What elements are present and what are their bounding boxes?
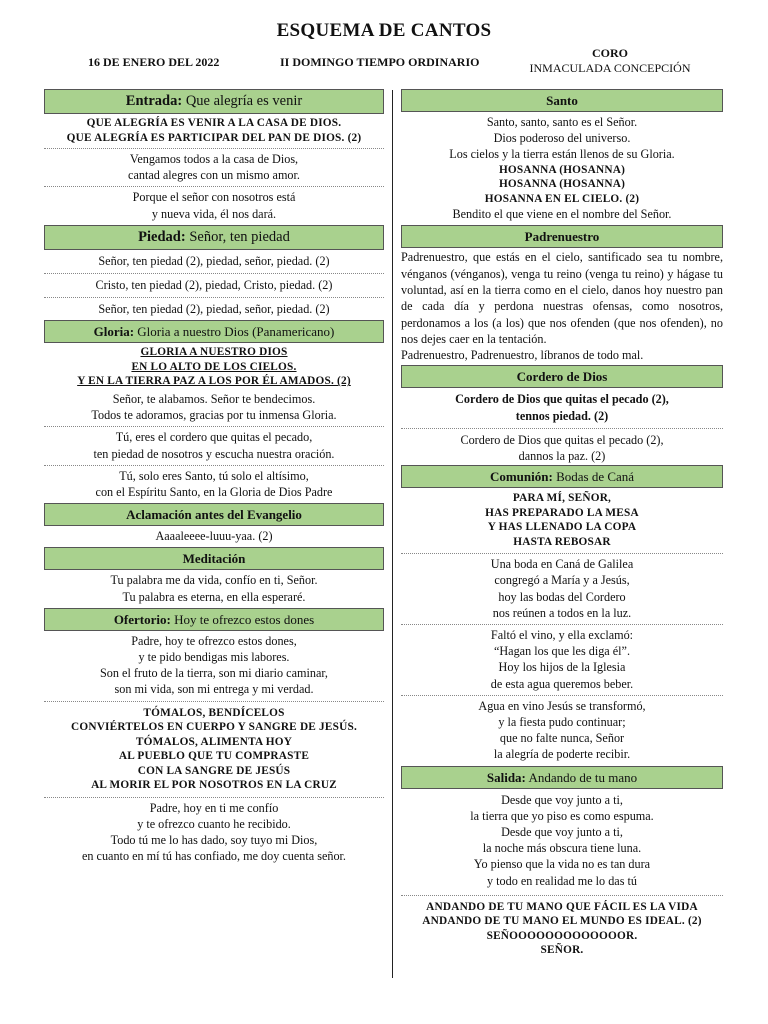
section-header-gloria: Gloria: Gloria a nuestro Dios (Panamericano)	[44, 320, 384, 343]
column-divider	[392, 90, 393, 978]
gloria-chorus: GLORIA A NUESTRO DIOS EN LO ALTO DE LOS CIELOS. Y EN LA TIERRA PAZ A LOS POR ÉL AMADOS. (2)	[77, 346, 351, 388]
section-header-ofertorio: Ofertorio: Hoy te ofrezco estos dones	[44, 608, 384, 631]
section-header-aclamacion: Aclamación antes del Evangelio	[44, 503, 384, 526]
gloria-verse-1: Señor, te alabamos. Señor te bendecimos. Todos te adoramos, gracias por tu inmensa Gloria.	[44, 389, 384, 427]
section-header-santo: Santo	[401, 89, 723, 112]
section-header-meditacion: Meditación	[44, 547, 384, 570]
choir-info	[500, 46, 720, 76]
comunion-chorus: PARA MÍ, SEÑOR, HAS PREPARADO LA MESA Y HAS LLENADO LA COPA HASTA REBOSAR	[401, 488, 723, 554]
ofertorio-verse-2: Padre, hoy en ti me confío y te ofrezco cuanto he recibido. Todo tú me lo has dado, soy tuyo mi Dios, en cuanto en mí tú has confiado, me doy cuenta señor.	[82, 800, 346, 864]
celebration-date: 16 DE ENERO DEL 2022	[88, 55, 220, 69]
meditacion-text: Tu palabra me da vida, confío en ti, Señor. Tu palabra es eterna, en ella esperaré.	[110, 573, 318, 604]
choir-label: CORO	[592, 46, 628, 60]
section-header-padrenuestro: Padrenuestro	[401, 225, 723, 248]
salida-chorus: ANDANDO DE TU MANO QUE FÁCIL ES LA VIDA ANDANDO DE TU MANO EL MUNDO ES IDEAL. (2) SEÑOOOOOOOOOOOOOR. SEÑOR.	[422, 900, 702, 957]
liturgical-sunday: II DOMINGO TIEMPO ORDINARIO	[280, 55, 480, 69]
gloria-verse-3: Tú, solo eres Santo, tú solo el altísimo, con el Espíritu Santo, en la Gloria de Dios Padre	[95, 468, 333, 499]
santo-text: Santo, santo, santo es el Señor. Dios poderoso del universo. Los cielos y la tierra están llenos de su Gloria. HOSANNA (HOSANNA) HOSANNA (HOSANNA) HOSANNA EN EL CIELO. (2) Bendito el que viene en el nombre del Señor.	[449, 115, 675, 222]
comunion-verse-1: Una boda en Caná de Galilea congregó a María y a Jesús, hoy las bodas del Cordero nos reúnen a todos en la luz.	[401, 554, 723, 625]
cordero-verse: Cordero de Dios que quitas el pecado (2), dannos la paz. (2)	[460, 432, 664, 463]
left-column	[44, 89, 384, 867]
entrada-verse-2: Porque el señor con nosotros está y nueva vida, él nos dará.	[132, 190, 296, 221]
section-header-salida: Salida: Andando de tu mano	[401, 766, 723, 789]
piedad-line-2: Cristo, ten piedad (2), piedad, Cristo, piedad. (2)	[44, 274, 384, 298]
ofertorio-verse-1: Padre, hoy te ofrezco estos dones, y te pido bendigas mis labores. Son el fruto de la tierra, son mi diario caminar, son mi vida, son mi entrega y mi verdad.	[44, 631, 384, 702]
entrada-chorus: QUE ALEGRÍA ES VENIR A LA CASA DE DIOS. QUE ALEGRÍA ES PARTICIPAR DEL PAN DE DIOS. (2)	[44, 114, 384, 149]
section-header-entrada: Entrada: Que alegría es venir	[44, 89, 384, 114]
aclamacion-text: Aaaaleeee-luuu-yaa. (2)	[155, 529, 273, 544]
cordero-bold-verse: Cordero de Dios que quitas el pecado (2), tennos piedad. (2)	[401, 388, 723, 428]
ofertorio-chorus: TÓMALOS, BENDÍCELOS CONVIÉRTELOS EN CUERPO Y SANGRE DE JESÚS. TÓMALOS, ALIMENTA HOY AL PUEBLO QUE TU COMPRASTE CON LA SANGRE DE JESÚS AL MORIR EL POR NOSOTROS EN LA CRUZ	[44, 702, 384, 798]
entrada-verse-1: Vengamos todos a la casa de Dios, cantad alegres con un mismo amor.	[44, 149, 384, 187]
choir-name: INMACULADA CONCEPCIÓN	[529, 61, 691, 75]
page-title: ESQUEMA DE CANTOS	[276, 20, 492, 41]
comunion-verse-2: Faltó el vino, y ella exclamó: “Hagan los que les diga él”. Hoy los hijos de la Iglesia de esta agua queremos beber.	[401, 625, 723, 696]
gloria-verse-2: Tú, eres el cordero que quitas el pecado, ten piedad de nosotros y escucha nuestra oración.	[44, 427, 384, 465]
piedad-line-1: Señor, ten piedad (2), piedad, señor, piedad. (2)	[44, 250, 384, 274]
salida-verse: Desde que voy junto a ti, la tierra que yo piso es como espuma. Desde que voy junto a ti, la noche más obscura tiene luna. Yo pienso que la vida no es tan dura y todo en realidad me lo das tú	[401, 789, 723, 896]
padrenuestro-text: Padrenuestro, que estás en el cielo, santificado sea tu nombre, vénganos (vénganos), venga tu reino (venga tu reino) y hágase tu voluntad, así en la tierra como en el cielo, danos hoy nuestro pan de cada día y perdona nuestras ofensas, como nosotros, perdonamos a los (a los) que nos ofenden (que nos ofenden), no nos dejes caer en la tentación. Padrenuestro, Padrenuestro, líbranos de todo mal.	[401, 250, 723, 363]
section-header-comunion: Comunión: Bodas de Caná	[401, 465, 723, 488]
piedad-line-3: Señor, ten piedad (2), piedad, señor, piedad. (2)	[98, 302, 330, 317]
right-column	[401, 89, 723, 961]
section-header-cordero: Cordero de Dios	[401, 365, 723, 388]
comunion-verse-3: Agua en vino Jesús se transformó, y la fiesta pudo continuar; que no falte nunca, Señor la alegría de poderte recibir.	[478, 698, 646, 762]
section-header-piedad: Piedad: Señor, ten piedad	[44, 225, 384, 250]
